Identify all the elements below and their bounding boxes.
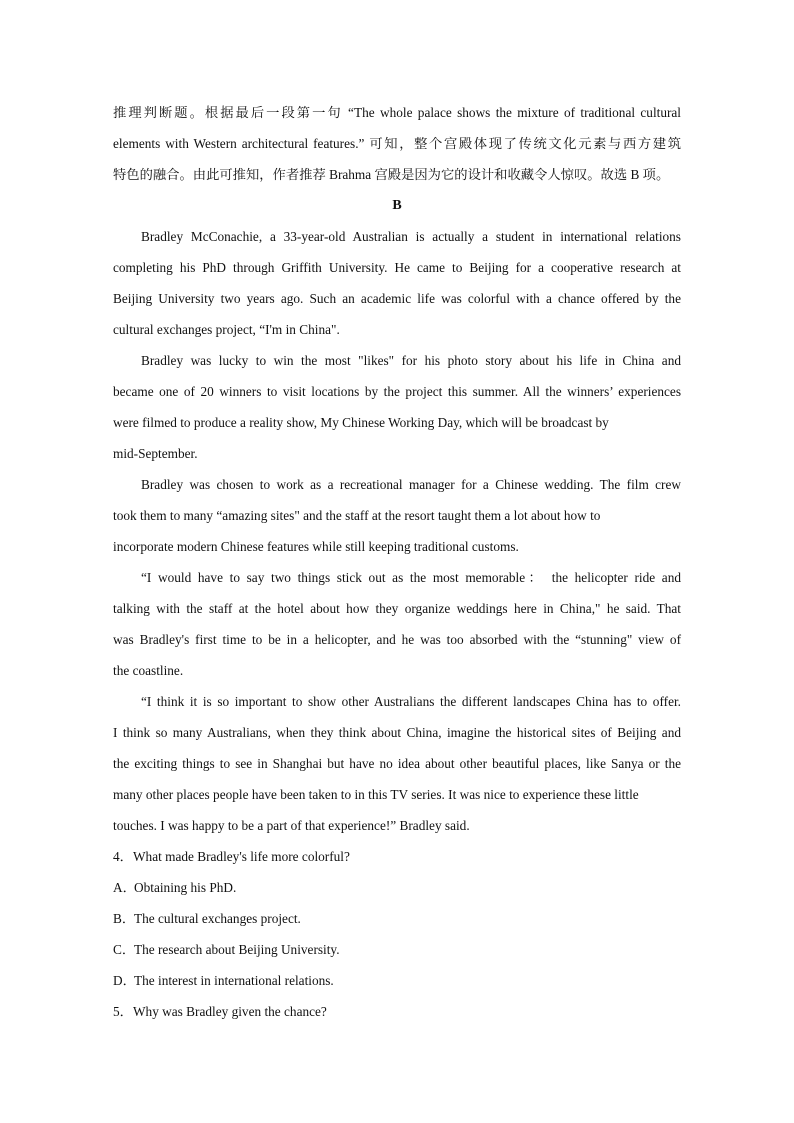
question-stem — [113, 996, 681, 1027]
option-b — [113, 903, 681, 934]
passage-line: “I would have to say two things stick out as the most memorable： the helicopter ride and — [141, 570, 681, 585]
option-letter: C． — [113, 942, 136, 957]
explanation-line: 推理判断题。根据最后一段第一句 “The whole palace shows the mixture of traditional cultural — [113, 105, 681, 120]
question-stem — [113, 841, 681, 872]
passage-paragraph-4 — [113, 562, 681, 686]
passage-line: the exciting things to see in Shanghai but have no idea about other beautiful places, like Sanya or the — [113, 756, 681, 771]
passage-line: “I think it is so important to show other Australians the different landscapes China has to offer. — [141, 694, 681, 709]
question-4 — [113, 841, 681, 996]
option-d — [113, 965, 681, 996]
question-text: What made Bradley's life more colorful? — [133, 849, 350, 864]
passage-line: touches. I was happy to be a part of that experience!” Bradley said. — [113, 818, 470, 833]
question-5 — [113, 996, 681, 1027]
option-letter: A． — [113, 880, 136, 895]
passage-line: took them to many “amazing sites" and the staff at the resort taught them a lot about how to — [113, 508, 601, 523]
explanation-line: 特色的融合。由此可推知，作者推荐 Brahma 宫殿是因为它的设计和收藏令人惊叹。故选 B 项。 — [113, 167, 670, 182]
passage-paragraph-3 — [113, 469, 681, 562]
passage-line: I think so many Australians, when they think about China, imagine the historical sites of Beijing and — [113, 725, 681, 740]
document-page — [113, 97, 681, 1027]
question-number: 5． — [113, 1004, 133, 1019]
passage-line: many other places people have been taken to in this TV series. It was nice to experience these little — [113, 787, 639, 802]
explanation-line: elements with Western architectural features.” 可知，整个宫殿体现了传统文化元素与西方建筑 — [113, 136, 681, 151]
passage-paragraph-1 — [113, 221, 681, 345]
passage-line: mid-September. — [113, 446, 198, 461]
passage-paragraph-2 — [113, 345, 681, 469]
passage-line: was Bradley's first time to be in a helicopter, and he was too absorbed with the “stunning" view of — [113, 632, 681, 647]
passage-line: completing his PhD through Griffith University. He came to Beijing for a cooperative research at — [113, 260, 681, 275]
option-text: The interest in international relations. — [134, 973, 334, 988]
passage-line: became one of 20 winners to visit locations by the project this summer. All the winners’ experiences — [113, 384, 681, 399]
passage-line: Bradley was lucky to win the most "likes" for his photo story about his life in China and — [141, 353, 681, 368]
option-a — [113, 872, 681, 903]
passage-line: cultural exchanges project, “I'm in China". — [113, 322, 340, 337]
question-text: Why was Bradley given the chance? — [133, 1004, 327, 1019]
section-heading: B — [392, 198, 402, 213]
option-text: The cultural exchanges project. — [134, 911, 301, 926]
passage-paragraph-5 — [113, 686, 681, 841]
passage-line: Bradley was chosen to work as a recreational manager for a Chinese wedding. The film crew — [141, 477, 681, 492]
passage-line: the coastline. — [113, 663, 184, 678]
passage-line: Beijing University two years ago. Such an academic life was colorful with a chance offered by the — [113, 291, 681, 306]
option-letter: B． — [113, 911, 136, 926]
passage-line: incorporate modern Chinese features while still keeping traditional customs. — [113, 539, 519, 554]
option-letter: D． — [113, 973, 136, 988]
passage-line: talking with the staff at the hotel about how they organize weddings here in China," he said. That — [113, 601, 681, 616]
answer-explanation — [113, 97, 681, 190]
question-number: 4． — [113, 849, 133, 864]
option-text: The research about Beijing University. — [134, 942, 340, 957]
passage-line: were filmed to produce a reality show, My Chinese Working Day, which will be broadcast by — [113, 415, 609, 430]
option-text: Obtaining his PhD. — [134, 880, 237, 895]
passage-line: Bradley McConachie, a 33-year-old Australian is actually a student in international relations — [141, 229, 681, 244]
option-c — [113, 934, 681, 965]
